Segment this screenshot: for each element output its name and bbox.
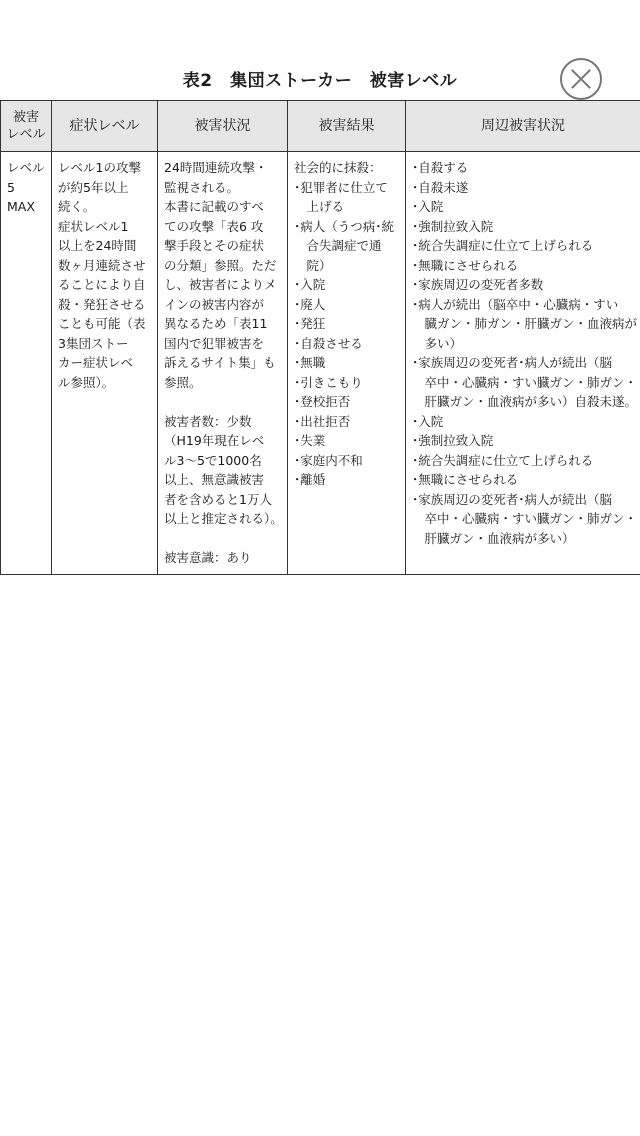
surrounding-line: ･家族周辺の変死者･病人が続出（脳 xyxy=(412,355,613,370)
surrounding-line: ･強制拉致入院 xyxy=(412,218,494,234)
cell-surrounding xyxy=(406,152,640,575)
surrounding-line: 肝臓ガン・血液病が多い） xyxy=(412,530,575,546)
surrounding-line: ･無職にさせられる xyxy=(412,472,519,487)
symptom-line: レベル1の攻撃 xyxy=(58,160,141,175)
cell-result xyxy=(288,152,406,575)
situation-line: 24時間連続攻撃・ xyxy=(164,160,268,175)
result-line: ･病人（うつ病･統 xyxy=(294,218,395,234)
result-line: ･廃人 xyxy=(294,296,326,312)
level-line: MAX xyxy=(7,199,35,214)
header-damage-level: 被害 レベル xyxy=(1,101,52,152)
situation-line: 本書に記載のすべ xyxy=(164,199,264,214)
result-line: 社会的に抹殺： xyxy=(294,160,382,175)
header-damage-situation: 被害状況 xyxy=(158,101,288,152)
result-line: ･登校拒否 xyxy=(294,394,351,409)
surrounding-line: ･入院 xyxy=(412,413,444,429)
cell-situation xyxy=(158,152,288,575)
symptom-line: 続く。 xyxy=(58,199,96,214)
result-line: ･出社拒否 xyxy=(294,413,351,429)
cell-symptom xyxy=(52,152,158,575)
symptom-line: 数ヶ月連続させ xyxy=(58,257,146,273)
surrounding-line: ･無職にさせられる xyxy=(412,257,519,273)
surrounding-line: 卒中・心臓病・すい臓ガン・肺ガン・ xyxy=(412,511,638,526)
damage-level-table xyxy=(0,100,640,575)
surrounding-line: ･統合失調症に仕立て上げられる xyxy=(412,452,594,468)
surrounding-line: ･入院 xyxy=(412,199,444,214)
result-line: ･離婚 xyxy=(294,472,326,487)
result-line: 上げる xyxy=(294,199,345,214)
header-surrounding-damage: 周辺被害状況 xyxy=(406,101,640,152)
situation-line: ル3〜5で1000名 xyxy=(164,452,262,468)
result-line: 合失調症で通 xyxy=(294,238,382,253)
table-row xyxy=(1,152,640,575)
situation-line: 国内で犯罪被害を xyxy=(164,335,265,351)
surrounding-line: ･強制拉致入院 xyxy=(412,433,494,448)
symptom-line: ル参照）。 xyxy=(58,374,115,390)
symptom-line: ることにより自 xyxy=(58,277,146,292)
result-line: ･犯罪者に仕立て xyxy=(294,179,388,195)
surrounding-line: ･病人が続出（脳卒中・心臓病・すい xyxy=(412,296,619,312)
surrounding-line: ･自殺する xyxy=(412,160,469,175)
result-line: ･入院 xyxy=(294,277,326,292)
header-damage-result: 被害結果 xyxy=(288,101,406,152)
situation-line: 者を含めると1万人 xyxy=(164,491,272,507)
header-symptom-level: 症状レベル xyxy=(52,101,158,152)
surrounding-line: 卒中・心臓病・すい臓ガン・肺ガン・ xyxy=(412,374,638,390)
situation-line: の分類」参照。ただ xyxy=(164,257,277,273)
symptom-line: カー症状レベ xyxy=(58,355,134,370)
surrounding-line: 多い） xyxy=(412,335,463,351)
situation-line: 参照。 xyxy=(164,374,202,390)
surrounding-line: 臓ガン・肺ガン・肝臓ガン・血液病が xyxy=(412,316,638,331)
page-title: 表2 集団ストーカー 被害レベル xyxy=(182,71,458,91)
close-icon[interactable] xyxy=(560,58,602,100)
surrounding-line: ･家族周辺の変死者･病人が続出（脳 xyxy=(412,491,613,507)
result-line: ･引きこもり xyxy=(294,374,363,390)
situation-line: （H19年現在レベ xyxy=(164,433,265,448)
surrounding-line: ･自殺未遂 xyxy=(412,179,469,195)
situation-line: ての攻撃「表6 攻 xyxy=(164,218,264,234)
surrounding-line: ･家族周辺の変死者多数 xyxy=(412,277,544,292)
situation-line: 監視される。 xyxy=(164,179,240,195)
symptom-line: 3集団ストー xyxy=(58,335,129,351)
symptom-line: が約5年以上 xyxy=(58,179,129,195)
symptom-line: 以上を24時間 xyxy=(58,238,137,253)
level-line: レベル xyxy=(7,160,45,175)
situation-line: 被害意識：あり xyxy=(164,550,252,565)
situation-line: し、被害者によりメ xyxy=(164,277,277,292)
situation-line: 訴えるサイト集」も xyxy=(164,355,276,370)
spacer xyxy=(164,392,283,412)
level-line: 5 xyxy=(7,179,15,195)
table-header-row xyxy=(1,101,640,152)
symptom-line: ことも可能（表 xyxy=(58,316,146,331)
result-line: ･家庭内不和 xyxy=(294,452,363,468)
situation-line: インの被害内容が xyxy=(164,296,265,312)
surrounding-line: ･統合失調症に仕立て上げられる xyxy=(412,238,594,253)
situation-line: 異なるため「表11 xyxy=(164,316,268,331)
cell-level xyxy=(1,152,52,575)
result-line: ･自殺させる xyxy=(294,335,363,351)
result-line: ･無職 xyxy=(294,355,326,370)
result-line: ･失業 xyxy=(294,433,326,448)
situation-line: 被害者数：少数 xyxy=(164,413,252,429)
situation-line: 以上と推定される）。 xyxy=(164,511,283,526)
spacer xyxy=(164,529,283,549)
symptom-line: 症状レベル1 xyxy=(58,218,129,234)
situation-line: 撃手段とその症状 xyxy=(164,238,265,253)
situation-line: 以上、無意識被害 xyxy=(164,472,265,487)
result-line: ･発狂 xyxy=(294,316,326,331)
surrounding-line: 肝臓ガン・血液病が多い）自殺未遂。 xyxy=(412,394,638,409)
result-line: 院） xyxy=(294,257,332,273)
symptom-line: 殺・発狂させる xyxy=(58,296,146,312)
